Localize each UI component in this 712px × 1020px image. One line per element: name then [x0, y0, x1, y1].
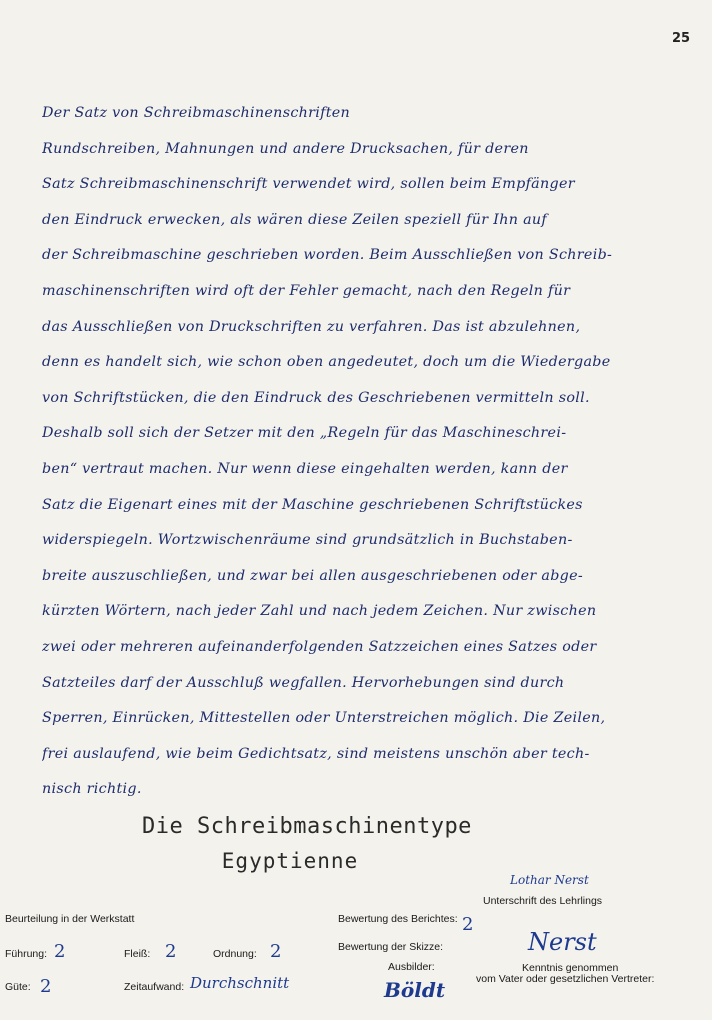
lehrling-signature-label: Unterschrift des Lehrlings	[483, 895, 603, 907]
typeface-stamp-line-1: Die Schreibmaschinentype	[142, 814, 472, 839]
essay-line: Satzteiles darf der Ausschluß wegfallen. Hervorhebungen sind durch	[42, 674, 565, 691]
essay-heading: Der Satz von Schreibmaschinenschriften	[42, 105, 351, 121]
ausbilder-label: Ausbilder:	[388, 961, 435, 973]
essay-line: nisch richtig.	[42, 781, 142, 798]
kenntnis-label-guardian: vom Vater oder gesetzlichen Vertreter:	[476, 973, 655, 985]
fleiss-label: Fleiß:	[124, 948, 151, 960]
zeitaufwand-label: Zeitaufwand:	[124, 981, 185, 993]
essay-line: kürzten Wörtern, nach jeder Zahl und nach jedem Zeichen. Nur zwischen	[42, 603, 597, 620]
skizze-label: Bewertung der Skizze:	[338, 941, 444, 953]
essay-line: widerspiegeln. Wortzwischenräume sind grundsätzlich in Buchstaben-	[42, 532, 573, 549]
zeitaufwand-value: Durchschnitt	[190, 974, 290, 992]
essay-line: den Eindruck erwecken, als wären diese Zeilen speziell für Ihn auf	[42, 211, 547, 228]
bericht-grade: 2	[462, 914, 474, 935]
essay-line: frei auslaufend, wie beim Gedichtsatz, sind meistens unschön aber tech-	[42, 745, 590, 762]
essay-line: Satz die Eigenart eines mit der Maschine geschriebenen Schriftstückes	[42, 496, 583, 513]
fleiss-grade: 2	[165, 941, 177, 962]
kenntnis-signature: Nerst	[528, 928, 597, 956]
ordnung-grade: 2	[270, 941, 282, 962]
fuehrung-grade: 2	[54, 941, 66, 962]
ausbilder-signature: Böldt	[384, 978, 446, 1002]
guete-grade: 2	[40, 976, 52, 997]
typeface-stamp-line-2: Egyptienne	[221, 849, 359, 873]
essay-line: Rundschreiben, Mahnungen und andere Drucksachen, für deren	[42, 140, 529, 157]
essay-line: maschinenschriften wird oft der Fehler gemacht, nach den Regeln für	[42, 282, 571, 299]
essay-line: der Schreibmaschine geschrieben worden. Beim Ausschließen von Schreib-	[42, 247, 613, 264]
page-number: 25	[672, 31, 691, 46]
essay-line: zwei oder mehreren aufeinanderfolgenden Satzzeichen eines Satzes oder	[42, 638, 597, 655]
essay-line: Satz Schreibmaschinenschrift verwendet wird, sollen beim Empfänger	[42, 176, 575, 193]
essay-line: das Ausschließen von Druckschriften zu verfahren. Das ist abzulehnen,	[42, 318, 581, 335]
kenntnis-label: Kenntnis genommen	[522, 962, 619, 974]
lehrling-signature: Lothar Nerst	[510, 873, 589, 887]
essay-line: von Schriftstücken, die den Eindruck des Geschriebenen vermitteln soll.	[42, 389, 590, 406]
workshop-evaluation-label: Beurteilung in der Werkstatt	[5, 913, 135, 925]
bericht-label: Bewertung des Berichtes:	[338, 913, 458, 925]
essay-line: Deshalb soll sich der Setzer mit den „Regeln für das Maschineschrei-	[42, 425, 567, 442]
essay-line: ben“ vertraut machen. Nur wenn diese eingehalten werden, kann der	[42, 460, 568, 477]
essay-line: Sperren, Einrücken, Mittestellen oder Unterstreichen möglich. Die Zeilen,	[42, 710, 606, 727]
fuehrung-label: Führung:	[5, 948, 48, 960]
ordnung-label: Ordnung:	[213, 948, 257, 960]
essay-line: breite auszuschließen, und zwar bei allen ausgeschriebenen oder abge-	[42, 567, 583, 584]
handwritten-essay	[42, 96, 666, 808]
guete-label: Güte:	[5, 981, 31, 993]
essay-line: denn es handelt sich, wie schon oben angedeutet, doch um die Wiedergabe	[42, 354, 611, 371]
